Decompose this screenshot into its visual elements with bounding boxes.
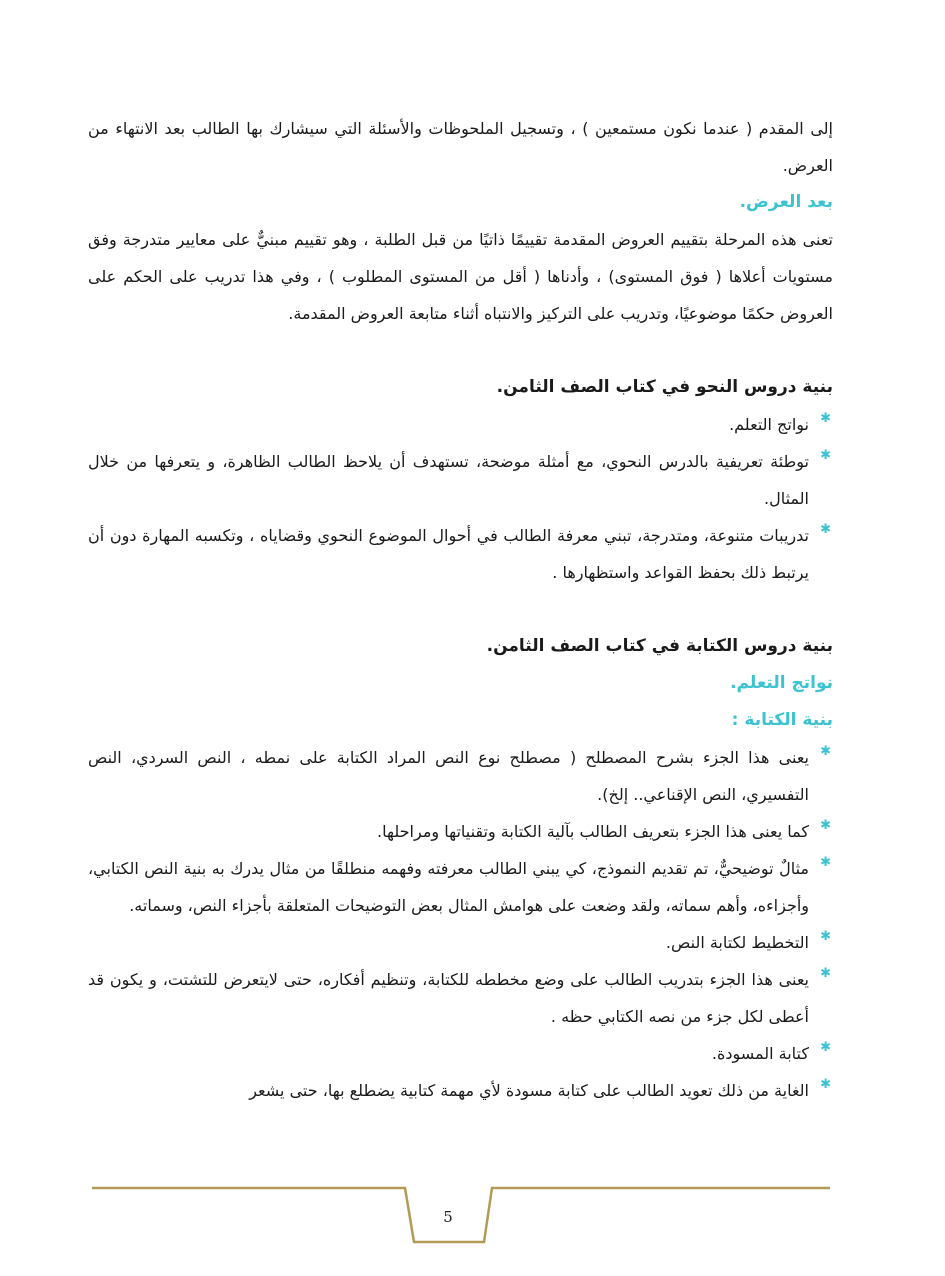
star-bullet-icon: ✱ [820,966,831,981]
list-item: ✱ تدريبات متنوعة، ومتدرجة، تبني معرفة الطالب في أحوال الموضوع النحوي وقضاياه ، وتكسبه المهارة دون أن يرتبط ذلك بحفظ القواعد واستظهارها . [88,517,833,591]
intro-paragraph: إلى المقدم ( عندما نكون مستمعين ) ، وتسجيل الملحوظات والأسئلة التي سيشارك بها الطالب بعد الانتهاء من العرض. [88,119,833,175]
list-item: ✱ يعنى هذا الجزء بشرح المصطلح ( مصطلح نوع النص المراد الكتابة على نمطه ، النص السردي، النص التفسيري، النص الإقناعي.. إلخ). [88,739,833,813]
writing-list [88,739,833,1109]
list-item: ✱ الغاية من ذلك تعويد الطالب على كتابة مسودة لأي مهمة كتابية يضطلع بها، حتى يشعر [88,1072,833,1109]
star-bullet-icon: ✱ [820,855,831,870]
writing-heading: بنية دروس الكتابة في كتاب الصف الثامن. [486,636,833,656]
page-content [88,110,833,1109]
writing-structure-heading: بنية الكتابة : [731,710,833,730]
list-item: ✱ توطئة تعريفية بالدرس النحوي، مع أمثلة موضحة، تستهدف أن يلاحظ الطالب الظاهرة، و يتعرفها من خلال المثال. [88,443,833,517]
writing-outcomes-heading: نواتج التعلم. [730,673,833,693]
list-item: ✱ يعنى هذا الجزء بتدريب الطالب على وضع مخططه للكتابة، وتنظيم أفكاره، حتى لايتعرض للتشتت، و يكون قد أعطى لكل جزء من نصه الكتابي حظه . [88,961,833,1035]
star-bullet-icon: ✱ [820,744,831,759]
star-bullet-icon: ✱ [820,411,831,426]
after-show-heading: بعد العرض. [739,192,833,212]
star-bullet-icon: ✱ [820,929,831,944]
page-number: 5 [443,1208,453,1226]
star-bullet-icon: ✱ [820,1040,831,1055]
grammar-list [88,406,833,591]
list-item: ✱ كتابة المسودة. [88,1035,833,1072]
list-item: ✱ نواتج التعلم. [88,406,833,443]
after-show-paragraph: تعنى هذه المرحلة بتقييم العروض المقدمة تقييمًا ذاتيًا من قبل الطلبة ، وهو تقييم مبنيٌّ على معايير متدرجة وفق مستويات أعلاها ( فوق المستوى) ، وأدناها ( أقل من المستوى المطلوب ) ، وفي هذا تدريب على الحكم على العروض حكمًا موضوعيًا، وتدريب على التركيز والانتباه أثناء متابعة العروض المقدمة. [88,230,833,323]
star-bullet-icon: ✱ [820,818,831,833]
star-bullet-icon: ✱ [820,448,831,463]
list-item: ✱ كما يعنى هذا الجزء بتعريف الطالب بآلية الكتابة وتقنياتها ومراحلها. [88,813,833,850]
footer-frame [0,1180,945,1250]
list-item: ✱ التخطيط لكتابة النص. [88,924,833,961]
star-bullet-icon: ✱ [820,1077,831,1092]
grammar-heading: بنية دروس النحو في كتاب الصف الثامن. [496,377,833,397]
list-item: ✱ مثالٌ توضيحيٌّ، تم تقديم النموذج، كي يبني الطالب معرفته وفهمه منطلقًا من مثال يدرك به بنية النص الكتابي، وأجزاءه، وأهم سماته، ولقد وضعت على هوامش المثال بعض التوضيحات المتعلقة بأجزاء النص، وسماته. [88,850,833,924]
star-bullet-icon: ✱ [820,522,831,537]
